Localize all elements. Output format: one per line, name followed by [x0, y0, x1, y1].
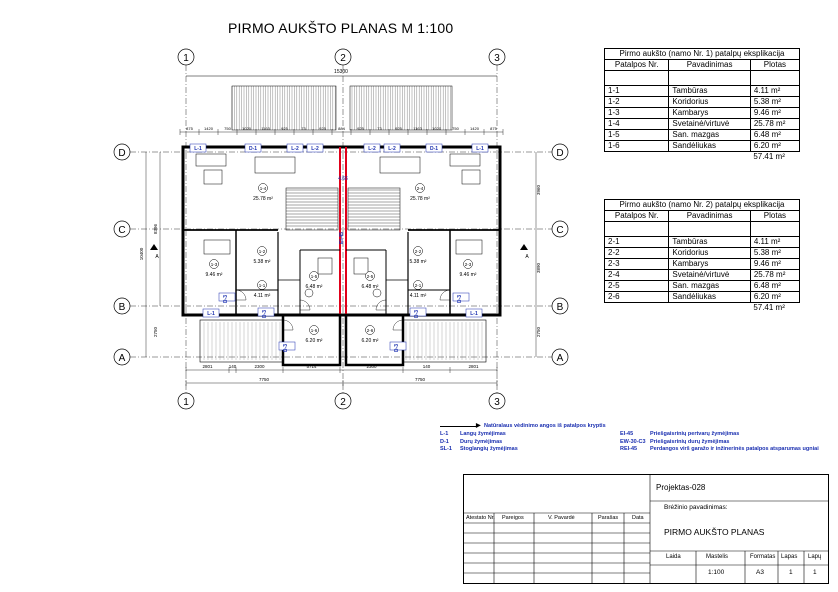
dim-text: 1420	[204, 126, 213, 131]
legend-item	[620, 439, 830, 447]
legend-code: SL-1	[440, 446, 452, 452]
room-number: 2-5	[366, 274, 374, 279]
legend-desc: Perdangos virš garažo ir inžinerinės patalpos atsparumas ugniai	[650, 446, 819, 452]
cell-name: Sandėliukas	[669, 292, 750, 303]
axis-label-right: A	[556, 353, 564, 364]
legend-code: EI-45	[620, 431, 634, 437]
dim-text: 5714	[306, 364, 317, 369]
schedule-2-total: 57.41 m²	[753, 303, 785, 312]
cell-num: 1-3	[605, 108, 669, 119]
room-area: 25.78 m²	[410, 196, 430, 202]
cell-area: 5.38 m²	[750, 97, 799, 108]
section-marker-icon	[520, 244, 528, 250]
element-tag: D-3	[262, 309, 268, 319]
cell-num: 2-6	[605, 292, 669, 303]
footer-value: 1:100	[708, 569, 725, 576]
room-number: 2-4	[416, 186, 424, 191]
table-row	[605, 270, 800, 281]
cell-area: 25.78 m²	[750, 270, 799, 281]
legend-right	[620, 431, 830, 454]
table-row	[605, 97, 800, 108]
door-swing	[283, 320, 293, 330]
schedule-2-header-area: Plotas	[750, 211, 799, 222]
element-tag: D-3	[457, 294, 463, 304]
cell-num: 2-4	[605, 270, 669, 281]
sign-header: Data	[632, 515, 644, 521]
footer-value: 1	[789, 569, 793, 576]
cell-area: 9.46 m²	[750, 108, 799, 119]
cell-num: 2-1	[605, 237, 669, 248]
sign-header: Parašas	[598, 515, 619, 521]
furniture-bed	[204, 240, 230, 254]
axis-label-bottom: 2	[340, 397, 346, 408]
wall-tag: EI-45	[339, 232, 345, 244]
furniture-wc	[354, 258, 368, 274]
table-row	[605, 130, 800, 141]
schedule-1-header-num: Patalpos Nr.	[605, 60, 669, 71]
legend-desc: Priešgaisrinių pertvarų žymėjimas	[650, 431, 740, 437]
axis-label-top: 2	[340, 53, 346, 64]
footer-header: Lapų	[808, 554, 822, 560]
stair	[348, 188, 400, 230]
table-row	[605, 248, 800, 259]
sign-header: Pareigos	[502, 515, 524, 521]
room-number: 2-1	[414, 283, 422, 288]
axis-label-right: D	[556, 148, 564, 159]
table-row	[605, 141, 800, 152]
cell-name: San. mazgas	[669, 130, 750, 141]
room-number: 2-6	[366, 328, 374, 333]
room-area: 6.48 m²	[361, 284, 379, 290]
room-schedule-1	[604, 48, 800, 162]
axis-label-bottom: 3	[494, 397, 500, 408]
cell-name: Koridorius	[669, 248, 750, 259]
cell-num: 2-5	[605, 281, 669, 292]
door-swing	[393, 320, 403, 330]
project-name: Projektas-028	[656, 483, 706, 492]
dim-text: 15300	[334, 69, 348, 75]
legend-code: L-1	[440, 431, 449, 437]
furniture-table	[255, 157, 295, 173]
element-tag: L-2	[311, 146, 319, 152]
dim-text: 3890	[536, 262, 541, 274]
schedule-1-header-name: Pavadinimas	[669, 60, 750, 71]
cell-name: Kambarys	[669, 108, 750, 119]
cell-name: Svetainė/virtuvė	[669, 119, 750, 130]
dim-text: 2801	[202, 364, 213, 369]
dim-text: 2300	[366, 364, 377, 369]
dim-text: 1020	[242, 126, 251, 131]
room-number: 1-4	[259, 186, 267, 191]
cell-num: 2-2	[605, 248, 669, 259]
furniture-sofa	[204, 170, 222, 184]
dim-text: 750	[224, 126, 231, 131]
stair	[286, 188, 338, 230]
footer-header: Mastelis	[706, 554, 729, 560]
door-swing	[440, 290, 450, 300]
drawing-name: PIRMO AUKŠTO PLANAS	[664, 527, 765, 537]
dim-text: 884	[338, 126, 345, 131]
room-area: 6.20 m²	[361, 338, 379, 344]
element-tag: D-1	[429, 146, 439, 152]
footer-header: Lapas	[781, 554, 798, 560]
sign-header: Atestato Nr.	[466, 515, 495, 521]
porch	[403, 320, 486, 362]
dim-text: 875	[490, 126, 497, 131]
element-tag: L-1	[207, 311, 215, 317]
schedule-1-total: 57.41 m²	[753, 152, 785, 161]
porch	[200, 320, 283, 362]
dim-text: 73	[301, 126, 306, 131]
room-number: 1-6	[310, 328, 318, 333]
axis-label-left: C	[118, 225, 126, 236]
cell-area: 5.38 m²	[750, 248, 799, 259]
dim-text: 3960	[536, 184, 541, 196]
cell-name: Svetainė/virtuvė	[669, 270, 750, 281]
dim-text: 140	[422, 364, 431, 369]
legend-arrow-text: Natūralaus vėdinimo angos iš patalpos kryptis	[484, 423, 606, 429]
arrow-head-icon: ▶	[476, 423, 481, 429]
section-label: A	[155, 254, 159, 260]
table-row	[605, 259, 800, 270]
dim-text: 925	[319, 126, 326, 131]
schedule-2-header-num: Patalpos Nr.	[605, 211, 669, 222]
room-area: 9.46 m²	[205, 272, 223, 278]
door-swing	[376, 300, 386, 310]
roof-area	[350, 86, 452, 130]
cell-area: 6.48 m²	[750, 281, 799, 292]
axis-label-left: D	[118, 148, 126, 159]
room-area: 9.46 m²	[459, 272, 477, 278]
schedule-2-caption: Pirmo aukšto (namo Nr. 2) patalpų eksplikacija	[605, 200, 800, 211]
footer-value: 1	[813, 569, 817, 576]
legend-left	[440, 423, 640, 454]
cell-area: 9.46 m²	[750, 259, 799, 270]
room-area: 25.78 m²	[253, 196, 273, 202]
cell-num: 1-5	[605, 130, 669, 141]
cell-area: 6.20 m²	[750, 141, 799, 152]
room-area: 6.20 m²	[305, 338, 323, 344]
room-number: 2-2	[414, 249, 422, 254]
axis-label-top: 3	[494, 53, 500, 64]
element-tag: L-2	[368, 146, 376, 152]
element-tag: D-3	[223, 294, 229, 304]
cell-area: 4.11 m²	[750, 237, 799, 248]
table-row	[605, 108, 800, 119]
element-tag: D-3	[283, 343, 289, 353]
axis-label-bottom: 1	[183, 397, 189, 408]
furniture-bed	[456, 240, 482, 254]
element-tag: D-3	[414, 309, 420, 319]
table-row	[605, 119, 800, 130]
section-label: A	[525, 254, 529, 260]
footer-value: A3	[756, 569, 764, 576]
table-row	[605, 281, 800, 292]
dim-text: 140	[228, 364, 237, 369]
furniture-wc	[318, 258, 332, 274]
room-area: 5.38 m²	[409, 259, 427, 265]
roof-area	[232, 86, 336, 130]
room-area: 4.11 m²	[253, 293, 271, 299]
footer-header: Laida	[666, 554, 681, 560]
drawing-label: Brėžinio pavadinimas:	[664, 504, 728, 511]
section-marker-icon	[150, 244, 158, 250]
furniture-counter	[196, 154, 226, 166]
dim-text: 2300	[254, 364, 265, 369]
sheet-title: PIRMO AUKŠTO PLANAS M 1:100	[228, 20, 454, 36]
dim-text: 10400	[139, 247, 144, 261]
cell-name: Sandėliukas	[669, 141, 750, 152]
dim-text: 1163	[261, 126, 270, 131]
room-number: 1-3	[210, 262, 218, 267]
dim-text: 2750	[536, 326, 541, 338]
door-swing	[236, 290, 246, 300]
element-tag: L-1	[476, 146, 484, 152]
dim-text: 875	[186, 126, 193, 131]
room-area: 5.38 m²	[253, 259, 271, 265]
arrow-icon	[440, 426, 478, 427]
cell-num: 2-3	[605, 259, 669, 270]
dim-text: 1420	[470, 126, 479, 131]
dim-text: 73	[377, 126, 382, 131]
furniture-sofa	[462, 170, 480, 184]
footer-header: Formatas	[750, 554, 776, 560]
legend-desc: Langų žymėjimas	[460, 431, 506, 437]
furniture-basin	[373, 289, 381, 297]
furniture-table	[380, 157, 420, 173]
dim-text: 750	[452, 126, 459, 131]
cell-name: Koridorius	[669, 97, 750, 108]
cell-area: 6.20 m²	[750, 292, 799, 303]
dim-text: 7750	[258, 377, 270, 382]
table-row	[605, 86, 800, 97]
room-schedule-2	[604, 199, 800, 313]
sign-header: V. Pavardė	[548, 515, 575, 521]
cell-num: 1-2	[605, 97, 669, 108]
legend-desc: Durų žymėjimas	[460, 438, 503, 445]
room-number: 2-3	[464, 262, 472, 267]
schedule-2-header-name: Pavadinimas	[669, 211, 750, 222]
element-tag: L-1	[194, 146, 202, 152]
table-row	[605, 237, 800, 248]
legend-code: EW-30-C3	[620, 438, 646, 445]
element-tag: L-2	[388, 146, 396, 152]
legend-code: REI-45	[620, 446, 638, 452]
cell-area: 4.11 m²	[750, 86, 799, 97]
cell-name: Kambarys	[669, 259, 750, 270]
legend-desc: Stoglangių žymėjimas	[460, 446, 518, 452]
dim-text: 8396	[153, 223, 158, 235]
element-tag: D-3	[394, 343, 400, 353]
legend-item	[440, 439, 640, 447]
dim-text: 2801	[468, 364, 479, 369]
room-area: 4.11 m²	[409, 293, 427, 299]
axis-label-left: B	[118, 302, 126, 313]
dim-text: 1163	[413, 126, 422, 131]
room-number: 1-1	[258, 283, 266, 288]
cell-num: 1-4	[605, 119, 669, 130]
cell-num: 1-1	[605, 86, 669, 97]
cell-area: 25.78 m²	[750, 119, 799, 130]
element-tag: D-1	[248, 146, 258, 152]
cell-num: 1-6	[605, 141, 669, 152]
element-tag: L-2	[291, 146, 299, 152]
exterior-wall	[183, 147, 500, 315]
room-area: 6.48 m²	[305, 284, 323, 290]
furniture-basin	[305, 289, 313, 297]
furniture-counter	[450, 154, 480, 166]
axis-label-top: 1	[183, 53, 189, 64]
schedule-1-caption: Pirmo aukšto (namo Nr. 1) patalpų eksplikacija	[605, 49, 800, 60]
table-row	[605, 292, 800, 303]
room-number: 1-5	[310, 274, 318, 279]
title-block	[463, 474, 829, 584]
dim-text: 1020	[432, 126, 441, 131]
dim-text: 2750	[153, 326, 158, 338]
dim-text: 925	[357, 126, 364, 131]
legend-item	[440, 431, 640, 439]
element-tag: L-1	[470, 311, 478, 317]
dim-text: 7750	[414, 377, 426, 382]
legend-desc: Priešgaisrinių durų žymėjimas	[650, 438, 730, 445]
legend-item	[620, 431, 830, 439]
cell-name: San. mazgas	[669, 281, 750, 292]
cell-area: 6.48 m²	[750, 130, 799, 141]
schedule-1-header-area: Plotas	[750, 60, 799, 71]
legend-code: D-1	[440, 438, 449, 445]
axis-label-left: A	[118, 353, 126, 364]
stair-tag: 4.66	[338, 176, 348, 182]
legend-item	[440, 446, 640, 454]
dim-text: 925	[395, 126, 402, 131]
dim-text: 925	[281, 126, 288, 131]
door-swing	[300, 300, 310, 310]
axis-label-right: B	[556, 302, 564, 313]
room-number: 1-2	[258, 249, 266, 254]
legend-item	[620, 446, 830, 454]
cell-name: Tambūras	[669, 86, 750, 97]
axis-label-right: C	[556, 225, 564, 236]
cell-name: Tambūras	[669, 237, 750, 248]
